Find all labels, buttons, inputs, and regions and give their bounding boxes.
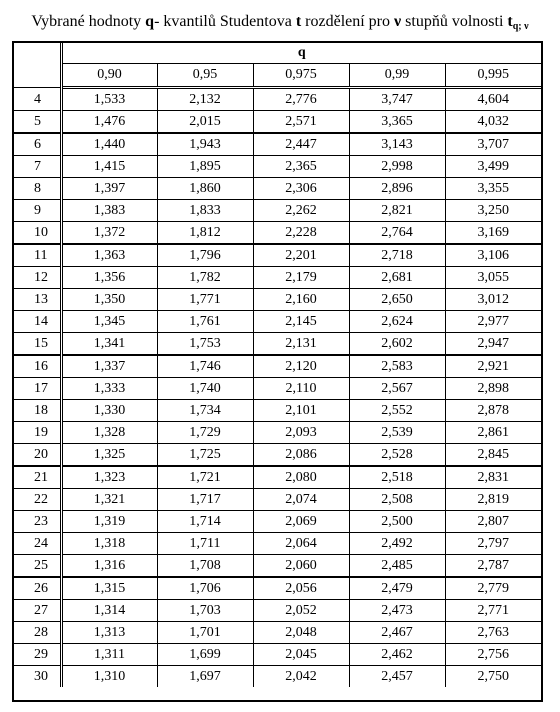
- value-cell: 1,313: [61, 622, 157, 644]
- table-row: [14, 289, 541, 311]
- value-cell: 2,479: [349, 577, 445, 600]
- value-cell: 2,179: [253, 267, 349, 289]
- caption-text-3: rozdělení pro: [301, 13, 395, 30]
- value-cell: 1,796: [157, 244, 253, 267]
- caption-text-2: - kvantilů Studentova: [154, 13, 296, 30]
- value-cell: 1,323: [61, 466, 157, 489]
- value-cell: 2,110: [253, 378, 349, 400]
- value-cell: 1,734: [157, 400, 253, 422]
- value-cell: 1,325: [61, 444, 157, 467]
- value-cell: 2,861: [445, 422, 541, 444]
- table-row: [14, 156, 541, 178]
- value-cell: 2,508: [349, 489, 445, 511]
- value-cell: 2,306: [253, 178, 349, 200]
- table-row: [14, 244, 541, 267]
- nu-cell: 18: [14, 400, 61, 422]
- nu-cell: 20: [14, 444, 61, 467]
- table-row: [14, 422, 541, 444]
- table-row: [14, 88, 541, 111]
- table-row: [14, 311, 541, 333]
- value-cell: 1,703: [157, 600, 253, 622]
- nu-cell: 15: [14, 333, 61, 356]
- column-header-row: [14, 64, 541, 88]
- value-cell: 2,473: [349, 600, 445, 622]
- value-cell: 2,821: [349, 200, 445, 222]
- value-cell: 1,440: [61, 133, 157, 156]
- value-cell: 2,131: [253, 333, 349, 356]
- value-cell: 2,845: [445, 444, 541, 467]
- quantile-table-frame: [12, 41, 543, 702]
- caption-t-symbol: t: [507, 13, 513, 30]
- value-cell: 2,878: [445, 400, 541, 422]
- value-cell: 2,756: [445, 644, 541, 666]
- nu-cell: 23: [14, 511, 61, 533]
- table-row: [14, 355, 541, 378]
- table-row: [14, 666, 541, 688]
- nu-cell: 29: [14, 644, 61, 666]
- caption-text-1: Vybrané hodnoty: [31, 13, 146, 30]
- quantile-table: [14, 43, 541, 687]
- value-cell: 1,533: [61, 88, 157, 111]
- value-cell: 1,708: [157, 555, 253, 578]
- value-cell: 2,807: [445, 511, 541, 533]
- value-cell: 2,160: [253, 289, 349, 311]
- table-row: [14, 533, 541, 555]
- value-cell: 1,729: [157, 422, 253, 444]
- value-cell: 2,080: [253, 466, 349, 489]
- value-cell: 1,895: [157, 156, 253, 178]
- table-body: [14, 88, 541, 688]
- value-cell: 2,921: [445, 355, 541, 378]
- value-cell: 1,341: [61, 333, 157, 356]
- table-row: [14, 444, 541, 467]
- value-cell: 1,725: [157, 444, 253, 467]
- column-header: 0,90: [61, 64, 157, 88]
- value-cell: 1,311: [61, 644, 157, 666]
- value-cell: 1,318: [61, 533, 157, 555]
- value-cell: 1,943: [157, 133, 253, 156]
- value-cell: 2,093: [253, 422, 349, 444]
- nu-cell: 16: [14, 355, 61, 378]
- value-cell: 2,797: [445, 533, 541, 555]
- table-row: [14, 222, 541, 245]
- value-cell: 1,316: [61, 555, 157, 578]
- table-row: [14, 111, 541, 134]
- value-cell: 1,782: [157, 267, 253, 289]
- nu-cell: 6: [14, 133, 61, 156]
- value-cell: 1,476: [61, 111, 157, 134]
- caption-subscript: q; ν: [512, 21, 529, 32]
- value-cell: 1,721: [157, 466, 253, 489]
- value-cell: 2,132: [157, 88, 253, 111]
- value-cell: 2,064: [253, 533, 349, 555]
- value-cell: 1,330: [61, 400, 157, 422]
- value-cell: 2,750: [445, 666, 541, 688]
- value-cell: 2,042: [253, 666, 349, 688]
- value-cell: 1,699: [157, 644, 253, 666]
- value-cell: 1,860: [157, 178, 253, 200]
- value-cell: 1,717: [157, 489, 253, 511]
- column-header: 0,95: [157, 64, 253, 88]
- value-cell: 2,492: [349, 533, 445, 555]
- value-cell: 2,787: [445, 555, 541, 578]
- value-cell: 1,333: [61, 378, 157, 400]
- value-cell: 2,896: [349, 178, 445, 200]
- table-row: [14, 644, 541, 666]
- value-cell: 2,500: [349, 511, 445, 533]
- value-cell: 1,310: [61, 666, 157, 688]
- value-cell: 2,074: [253, 489, 349, 511]
- table-row: [14, 489, 541, 511]
- value-cell: 3,055: [445, 267, 541, 289]
- value-cell: 1,753: [157, 333, 253, 356]
- nu-cell: 10: [14, 222, 61, 245]
- value-cell: 2,120: [253, 355, 349, 378]
- nu-cell: 7: [14, 156, 61, 178]
- value-cell: 2,947: [445, 333, 541, 356]
- value-cell: 2,771: [445, 600, 541, 622]
- value-cell: 1,337: [61, 355, 157, 378]
- value-cell: 2,145: [253, 311, 349, 333]
- table-row: [14, 577, 541, 600]
- nu-cell: 17: [14, 378, 61, 400]
- value-cell: 3,250: [445, 200, 541, 222]
- value-cell: 2,462: [349, 644, 445, 666]
- table-row: [14, 600, 541, 622]
- value-cell: 2,718: [349, 244, 445, 267]
- value-cell: 2,763: [445, 622, 541, 644]
- value-cell: 1,746: [157, 355, 253, 378]
- nu-cell: 4: [14, 88, 61, 111]
- table-row: [14, 378, 541, 400]
- nu-cell: 21: [14, 466, 61, 489]
- value-cell: 2,650: [349, 289, 445, 311]
- value-cell: 3,169: [445, 222, 541, 245]
- value-cell: 1,740: [157, 378, 253, 400]
- table-row: [14, 555, 541, 578]
- value-cell: 2,583: [349, 355, 445, 378]
- value-cell: 1,314: [61, 600, 157, 622]
- value-cell: 2,056: [253, 577, 349, 600]
- value-cell: 1,356: [61, 267, 157, 289]
- value-cell: 2,998: [349, 156, 445, 178]
- value-cell: 1,372: [61, 222, 157, 245]
- nu-cell: 26: [14, 577, 61, 600]
- value-cell: 2,776: [253, 88, 349, 111]
- value-cell: 2,045: [253, 644, 349, 666]
- value-cell: 3,355: [445, 178, 541, 200]
- value-cell: 2,069: [253, 511, 349, 533]
- column-header: 0,975: [253, 64, 349, 88]
- value-cell: 3,012: [445, 289, 541, 311]
- value-cell: 2,015: [157, 111, 253, 134]
- caption-t: t: [295, 13, 302, 30]
- value-cell: 1,697: [157, 666, 253, 688]
- value-cell: 2,447: [253, 133, 349, 156]
- value-cell: 2,086: [253, 444, 349, 467]
- value-cell: 3,499: [445, 156, 541, 178]
- value-cell: 2,624: [349, 311, 445, 333]
- value-cell: 2,539: [349, 422, 445, 444]
- nu-cell: 30: [14, 666, 61, 688]
- nu-cell: 13: [14, 289, 61, 311]
- value-cell: 2,831: [445, 466, 541, 489]
- table-row: [14, 400, 541, 422]
- value-cell: 2,898: [445, 378, 541, 400]
- value-cell: 2,052: [253, 600, 349, 622]
- nu-cell: 12: [14, 267, 61, 289]
- value-cell: 2,262: [253, 200, 349, 222]
- value-cell: 3,143: [349, 133, 445, 156]
- nu-cell: 24: [14, 533, 61, 555]
- value-cell: 3,106: [445, 244, 541, 267]
- value-cell: 1,315: [61, 577, 157, 600]
- value-cell: 1,761: [157, 311, 253, 333]
- value-cell: 1,363: [61, 244, 157, 267]
- nu-cell: 5: [14, 111, 61, 134]
- value-cell: 1,319: [61, 511, 157, 533]
- value-cell: 2,365: [253, 156, 349, 178]
- value-cell: 1,706: [157, 577, 253, 600]
- nu-cell: 8: [14, 178, 61, 200]
- table-row: [14, 466, 541, 489]
- caption-text-4: stupňů volnosti: [401, 13, 508, 30]
- table-row: [14, 267, 541, 289]
- value-cell: 2,201: [253, 244, 349, 267]
- nu-cell: 28: [14, 622, 61, 644]
- nu-cell: 27: [14, 600, 61, 622]
- value-cell: 2,518: [349, 466, 445, 489]
- nu-cell: 22: [14, 489, 61, 511]
- value-cell: 2,528: [349, 444, 445, 467]
- value-cell: 2,602: [349, 333, 445, 356]
- value-cell: 1,415: [61, 156, 157, 178]
- value-cell: 3,707: [445, 133, 541, 156]
- column-header: 0,99: [349, 64, 445, 88]
- value-cell: 1,833: [157, 200, 253, 222]
- value-cell: 1,328: [61, 422, 157, 444]
- q-header: q: [61, 43, 541, 64]
- column-header: 0,995: [445, 64, 541, 88]
- table-row: [14, 178, 541, 200]
- nu-cell: 9: [14, 200, 61, 222]
- value-cell: 2,681: [349, 267, 445, 289]
- value-cell: 2,764: [349, 222, 445, 245]
- value-cell: 2,101: [253, 400, 349, 422]
- value-cell: 1,350: [61, 289, 157, 311]
- table-row: [14, 133, 541, 156]
- value-cell: 2,819: [445, 489, 541, 511]
- nu-cell: 14: [14, 311, 61, 333]
- value-cell: 2,552: [349, 400, 445, 422]
- table-caption: [0, 13, 560, 32]
- value-cell: 2,571: [253, 111, 349, 134]
- value-cell: 3,365: [349, 111, 445, 134]
- value-cell: 2,977: [445, 311, 541, 333]
- value-cell: 2,457: [349, 666, 445, 688]
- value-cell: 1,711: [157, 533, 253, 555]
- nu-cell: 25: [14, 555, 61, 578]
- value-cell: 1,321: [61, 489, 157, 511]
- value-cell: 1,771: [157, 289, 253, 311]
- value-cell: 2,048: [253, 622, 349, 644]
- value-cell: 1,714: [157, 511, 253, 533]
- value-cell: 1,701: [157, 622, 253, 644]
- value-cell: 1,383: [61, 200, 157, 222]
- table-row: [14, 200, 541, 222]
- value-cell: 4,604: [445, 88, 541, 111]
- value-cell: 1,812: [157, 222, 253, 245]
- value-cell: 2,779: [445, 577, 541, 600]
- nu-cell: 11: [14, 244, 61, 267]
- value-cell: 1,397: [61, 178, 157, 200]
- table-row: [14, 622, 541, 644]
- value-cell: 2,060: [253, 555, 349, 578]
- value-cell: 2,467: [349, 622, 445, 644]
- value-cell: 2,228: [253, 222, 349, 245]
- nu-cell: 19: [14, 422, 61, 444]
- value-cell: 1,345: [61, 311, 157, 333]
- value-cell: 3,747: [349, 88, 445, 111]
- value-cell: 2,485: [349, 555, 445, 578]
- nu-header-cell: [14, 43, 61, 88]
- table-row: [14, 511, 541, 533]
- value-cell: 4,032: [445, 111, 541, 134]
- caption-nu: ν: [394, 13, 402, 30]
- value-cell: 2,567: [349, 378, 445, 400]
- table-row: [14, 333, 541, 356]
- caption-q: q: [145, 13, 155, 30]
